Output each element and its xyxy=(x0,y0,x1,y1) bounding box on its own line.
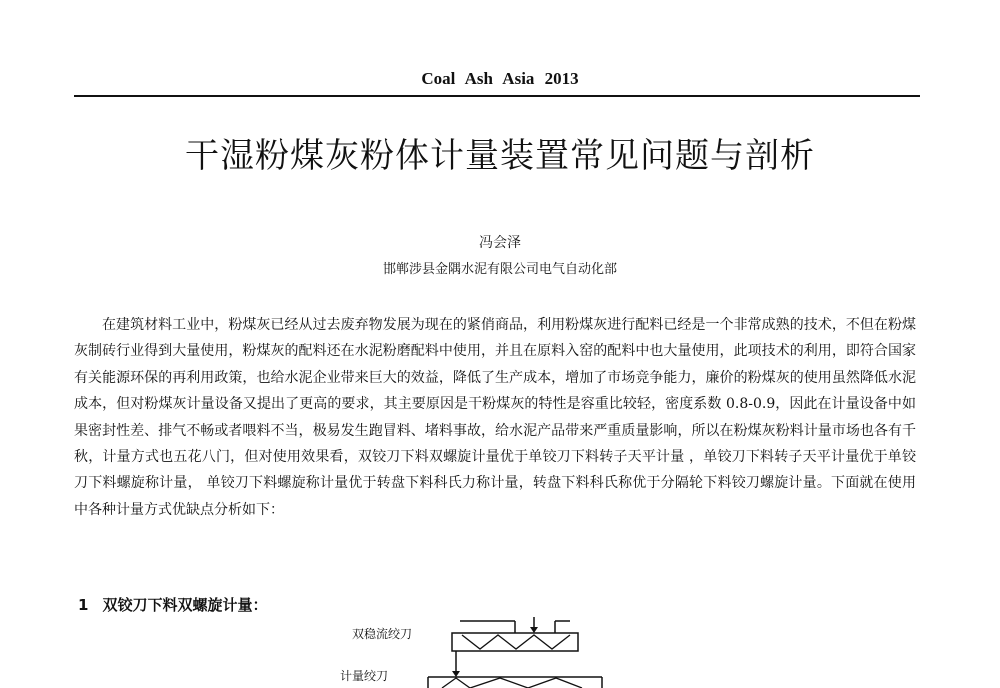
upper-screw-flights xyxy=(462,635,570,649)
screw-feeder-diagram xyxy=(330,615,620,688)
section-title: 双铰刀下料双螺旋计量： xyxy=(102,596,268,614)
label-stabilizing-screw: 双稳流绞刀 xyxy=(352,627,413,641)
label-metering-screw: 计量绞刀 xyxy=(340,669,389,683)
author-affiliation: 邯郸涉县金隅水泥有限公司电气自动化部 xyxy=(382,262,617,277)
author-name: 冯会泽 xyxy=(479,235,521,251)
section-1-heading xyxy=(78,594,267,615)
feed-arrow-head xyxy=(530,627,538,633)
section-number: 1 xyxy=(78,596,89,614)
header-rule xyxy=(74,95,920,97)
running-header: Coal Ash Asia 2013 xyxy=(421,69,579,88)
lower-screw-flights xyxy=(442,678,582,688)
drop-arrow-head xyxy=(452,671,460,677)
intro-paragraph: 在建筑材料工业中，粉煤灰已经从过去废弃物发展为现在的紧俏商品，利用粉煤灰进行配料已经是一个非常成熟的技术，不但在粉煤灰制砖行业得到大量使用，粉煤灰的配料还在水泥粉磨配料中使用，并且在原料入窑的配料中也大量使用，此项技术的利用，即符合国家有关能源环保的再利用政策，也给水泥企业带来巨大的效益，降低了生产成本，增加了市场竞争能力，廉价的粉煤灰的使用虽然降低水泥成本，但对粉煤灰计量设备又提出了更高的要求，其主要原因是干粉煤灰的特性是容重比较轻，密度系数 0.8-0.9，因此在计量设备中如果密封性差、排气不畅或者喂料不当，极易发生跑冒料、堵料事故，给水泥产品带来严重质量影响，所以在粉煤灰粉料计量市场也各有千秋，计量方式也五花八门，但对使用效果看，双铰刀下料双螺旋计量优于单铰刀下料转子天平计量 ，单铰刀下料转子天平计量优于单铰刀下料螺旋称计量， 单铰刀下料螺旋称计量优于转盘下料科氏力称计量，转盘下料科氏称优于分隔轮下料铰刀螺旋计量。下面就在使用中各种计量方式优缺点分析如下： xyxy=(74,317,916,518)
article-title: 干湿粉煤灰粉体计量装置常见问题与剖析 xyxy=(185,136,815,176)
